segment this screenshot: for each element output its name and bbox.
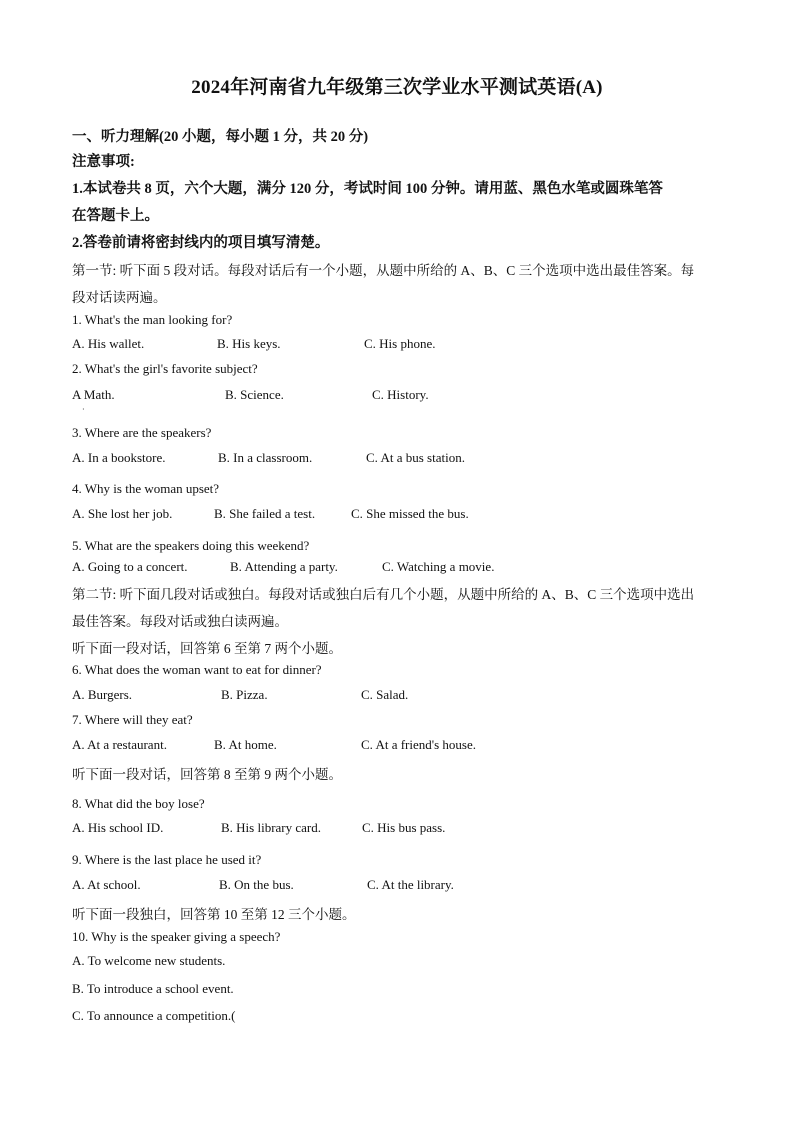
instruction-q10-q12: 听下面一段独白，回答第 10 至第 12 三个小题。 — [72, 907, 356, 922]
option-4b: B. She failed a test. — [214, 506, 316, 521]
part-1-instruction-line-1: 第一节: 听下面 5 段对话。每段对话后有一个小题，从题中所给的 A、B、C 三个选项中选出最佳答案。每 — [72, 263, 695, 278]
option-5b: B. Attending a party. — [230, 559, 338, 574]
note-1-line-2: 在答题卡上。 — [72, 208, 159, 224]
option-5c: C. Watching a movie. — [382, 559, 495, 574]
note-2: 2.答卷前请将密封线内的项目填写清楚。 — [72, 235, 330, 251]
part-2-instruction-line-1: 第二节: 听下面几段对话或独白。每段对话或独白后有几个小题，从题中所给的 A、B、C 三个选项中选出 — [72, 587, 695, 602]
question-2: 2. What's the girl's favorite subject? — [72, 361, 258, 376]
option-8c: C. His bus pass. — [362, 820, 446, 835]
question-7: 7. Where will they eat? — [72, 712, 193, 727]
note-1-line-1: 1.本试卷共 8 页，六个大题，满分 120 分，考试时间 100 分钟。请用蓝、黑色水笔或圆珠笔答 — [72, 181, 663, 197]
stray-mark: · — [82, 405, 85, 414]
option-8a: A. His school ID. — [72, 820, 164, 835]
option-3a: A. In a bookstore. — [72, 450, 166, 465]
question-5: 5. What are the speakers doing this weekend? — [72, 538, 310, 553]
option-2c: C. History. — [372, 387, 429, 402]
option-9c: C. At the library. — [367, 877, 454, 892]
part-1-instruction-line-2: 段对话读两遍。 — [72, 290, 167, 305]
option-2b: B. Science. — [225, 387, 284, 402]
notes-title: 注意事项: — [72, 154, 135, 170]
option-4a: A. She lost her job. — [72, 506, 173, 521]
option-5a: A. Going to a concert. — [72, 559, 188, 574]
option-10a: A. To welcome new students. — [72, 953, 226, 968]
page-title: 2024年河南省九年级第三次学业水平测试英语(A) — [191, 77, 603, 98]
instruction-q8-q9: 听下面一段对话，回答第 8 至第 9 两个小题。 — [72, 767, 342, 782]
question-8: 8. What did the boy lose? — [72, 796, 205, 811]
option-7c: C. At a friend's house. — [361, 737, 476, 752]
question-1: 1. What's the man looking for? — [72, 312, 233, 327]
section-heading: 一、听力理解(20 小题，每小题 1 分，共 20 分) — [72, 129, 369, 145]
option-6b: B. Pizza. — [221, 687, 268, 702]
option-8b: B. His library card. — [221, 820, 322, 835]
question-9: 9. Where is the last place he used it? — [72, 852, 262, 867]
option-10c: C. To announce a competition.( — [72, 1008, 236, 1023]
option-9b: B. On the bus. — [219, 877, 294, 892]
option-3c: C. At a bus station. — [366, 450, 465, 465]
option-6a: A. Burgers. — [72, 687, 133, 702]
option-7b: B. At home. — [214, 737, 277, 752]
question-4: 4. Why is the woman upset? — [72, 481, 220, 496]
option-2a: A Math. — [72, 387, 115, 402]
option-1a: A. His wallet. — [72, 336, 145, 351]
question-6: 6. What does the woman want to eat for dinner? — [72, 662, 322, 677]
option-10b: B. To introduce a school event. — [72, 981, 234, 996]
question-3: 3. Where are the speakers? — [72, 425, 212, 440]
option-4c: C. She missed the bus. — [351, 506, 469, 521]
part-2-instruction-line-2: 最佳答案。每段对话或独白读两遍。 — [72, 614, 288, 629]
option-1c: C. His phone. — [364, 336, 436, 351]
question-10: 10. Why is the speaker giving a speech? — [72, 929, 281, 944]
option-9a: A. At school. — [72, 877, 141, 892]
option-7a: A. At a restaurant. — [72, 737, 167, 752]
instruction-q6-q7: 听下面一段对话，回答第 6 至第 7 两个小题。 — [72, 641, 342, 656]
option-3b: B. In a classroom. — [218, 450, 313, 465]
option-1b: B. His keys. — [217, 336, 281, 351]
option-6c: C. Salad. — [361, 687, 409, 702]
